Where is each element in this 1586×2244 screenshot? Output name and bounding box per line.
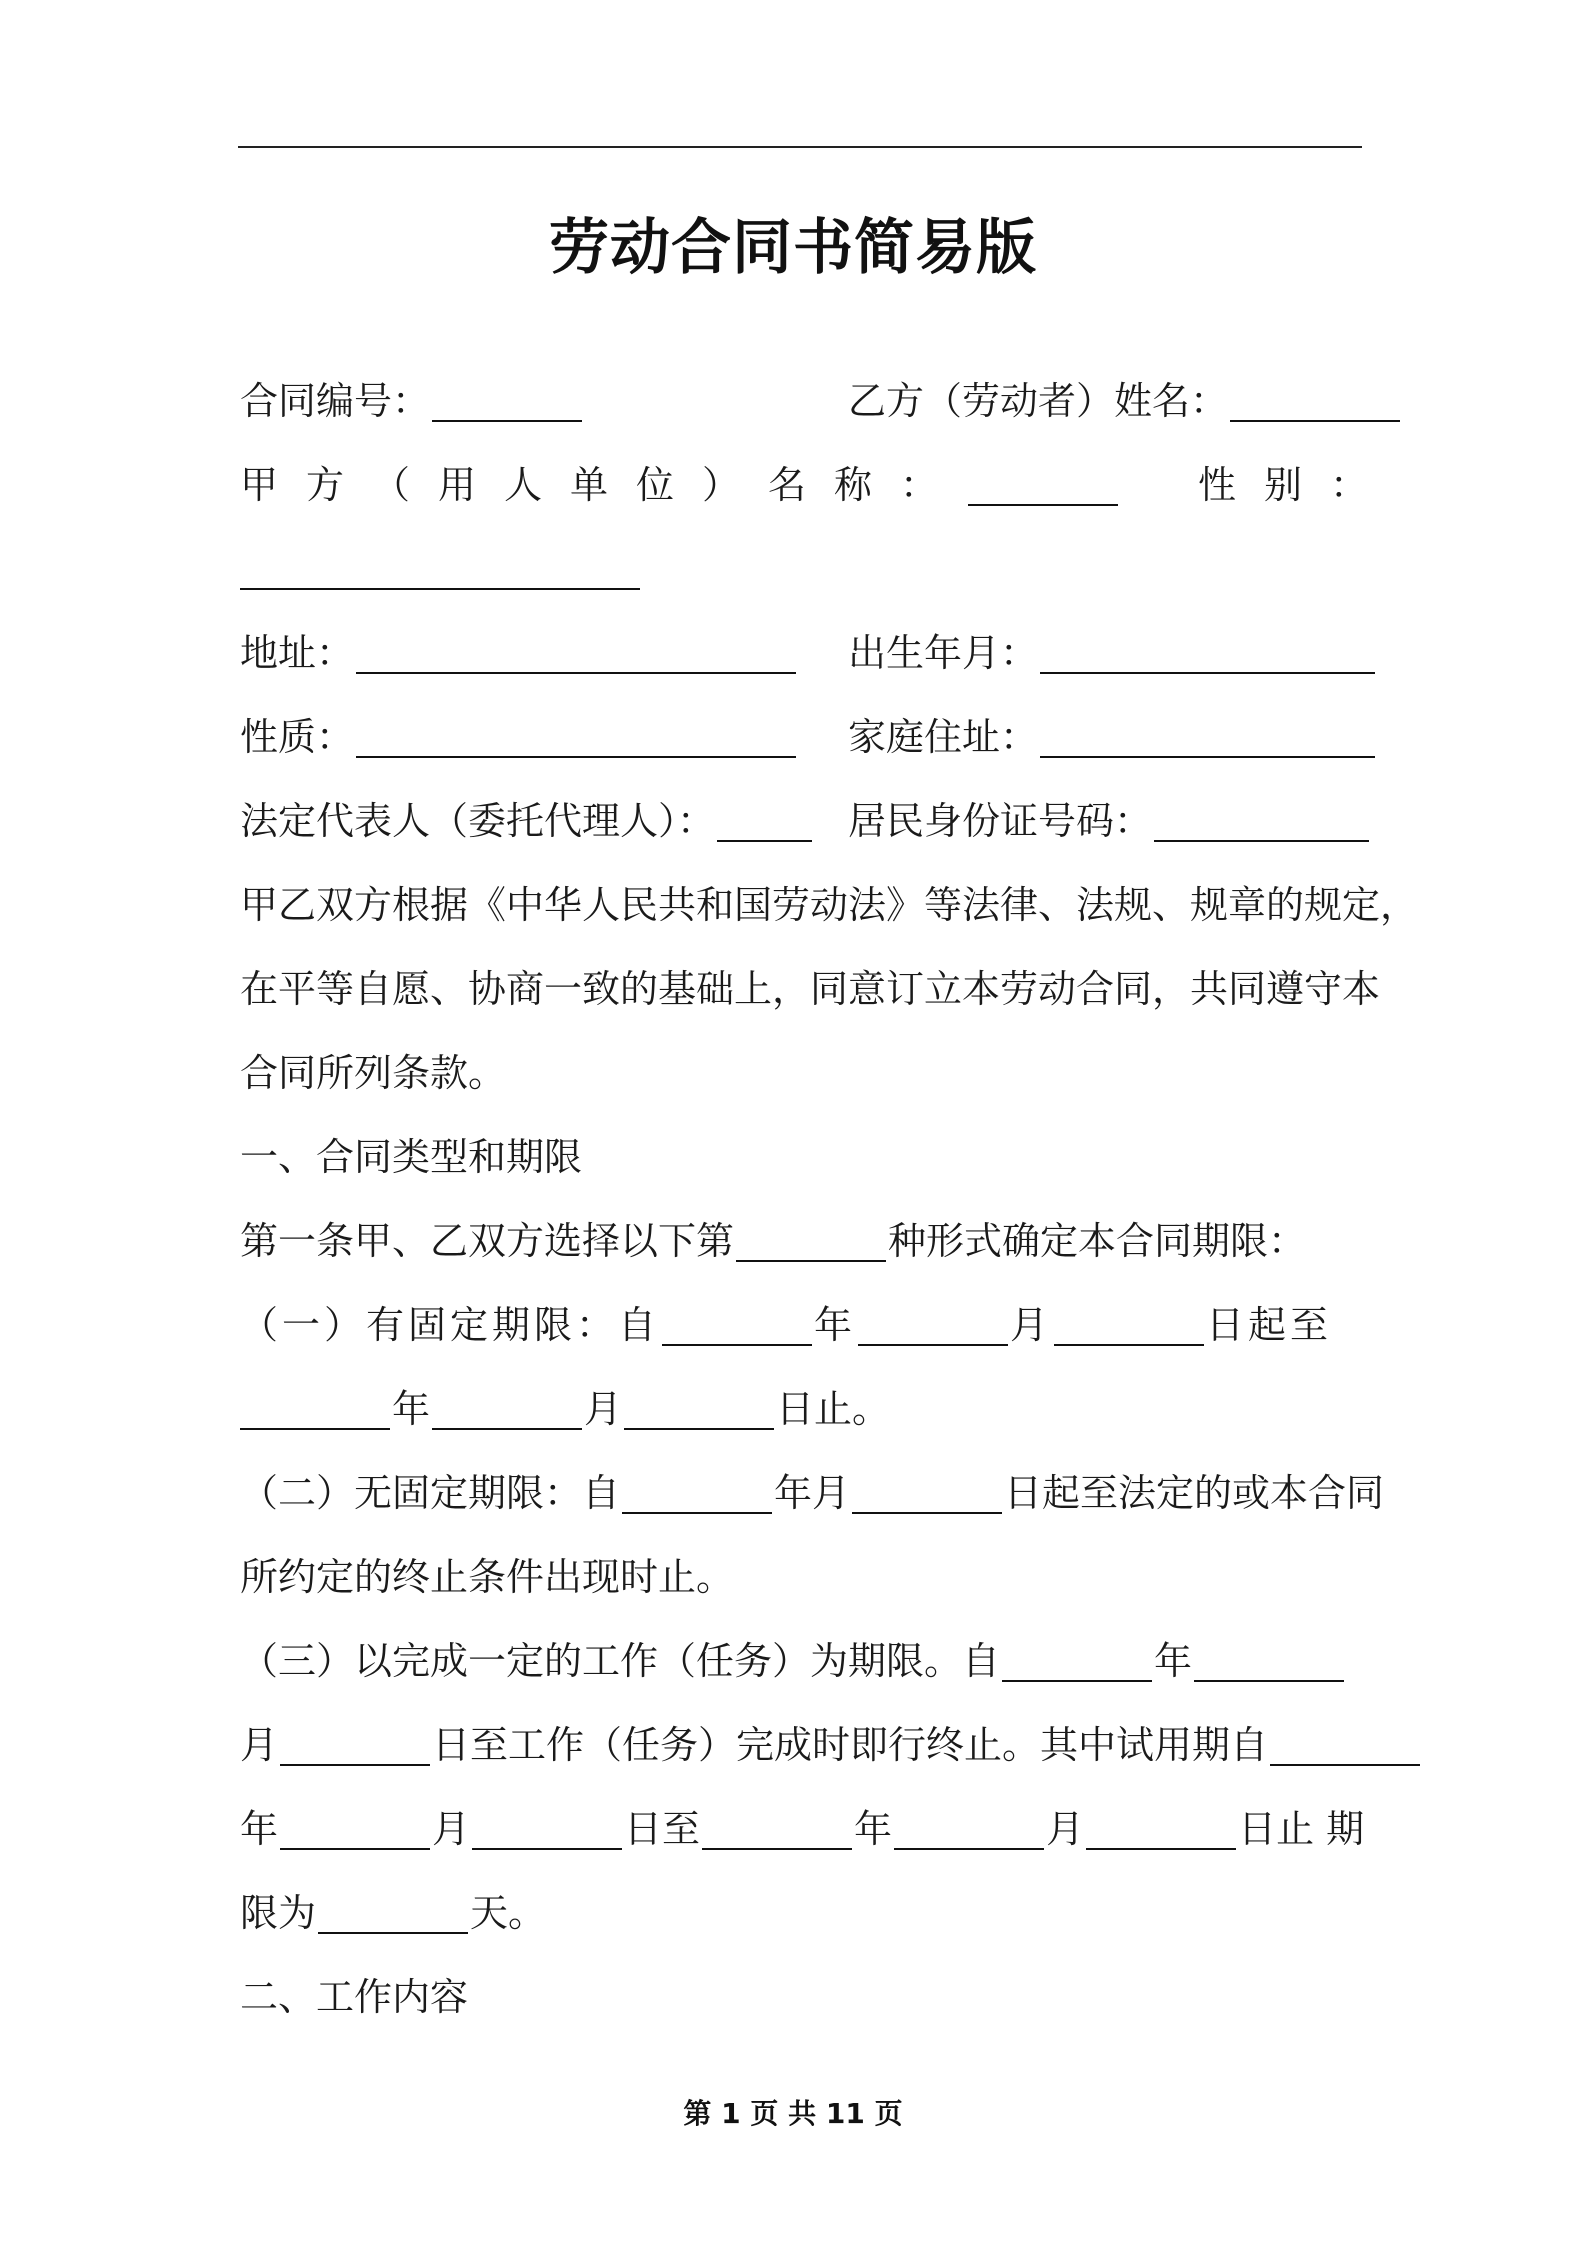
year-label: 年 [1154,1639,1193,1683]
blank-opt1-end-day[interactable] [624,1388,774,1430]
year-label: 年 [240,1807,279,1851]
blank-contract-no[interactable] [432,380,582,422]
blank-opt1-start-year[interactable] [662,1304,812,1346]
blank-opt1-end-year[interactable] [240,1388,390,1430]
label-home-address: 家庭住址： [848,715,1039,759]
section-1-heading: 一、合同类型和期限 [240,1135,583,1179]
option-2-ym: 年月 [774,1471,851,1515]
blank-probation-start-day[interactable] [472,1808,622,1850]
period-text-b: 天。 [470,1891,547,1935]
intro-line-3: 合同所列条款。 [240,1051,507,1095]
month-label: 月 [1010,1303,1053,1347]
option-3-text: （三）以完成一定的工作（任务）为期限。自 [240,1639,1001,1683]
year-label: 年 [814,1303,857,1347]
blank-opt2-day[interactable] [852,1472,1002,1514]
option-2-text: （二）无固定期限：自 [240,1471,621,1515]
label-gender: 性别： [1198,463,1397,507]
label-contract-no: 合同编号： [240,379,431,423]
day-end-label: 日止。 [776,1387,891,1431]
label-id-number: 居民身份证号码： [848,799,1153,843]
blank-form-choice[interactable] [736,1220,886,1262]
row-gender [1198,458,1396,512]
blank-opt3-start-year[interactable] [1002,1640,1152,1682]
option-3-text-b: 日至工作（任务）完成时即行终止。其中试用期自 [432,1723,1269,1767]
month-label: 月 [584,1387,623,1431]
blank-probation-end-month[interactable] [894,1808,1044,1850]
month-label: 月 [1046,1807,1085,1851]
option-3-line-4 [240,1886,1380,1940]
label-birth: 出生年月： [848,631,1039,675]
row-birth [848,626,1377,680]
blank-gender[interactable] [240,548,640,590]
month-label: 月 [432,1807,471,1851]
label-nature: 性质： [240,715,355,759]
option-3-line-3 [240,1802,1380,1856]
year-label: 年 [392,1387,431,1431]
article-1 [240,1214,1380,1268]
blank-probation-days[interactable] [318,1892,468,1934]
document-title: 劳动合同书简易版 [549,213,1037,283]
label-party-a-name: 甲方（用人单位）名称： [240,463,967,507]
blank-probation-start-year[interactable] [1270,1724,1420,1766]
option-2-line-1 [240,1466,1385,1520]
page-footer: 第 1 页 共 11 页 [683,2097,903,2130]
option-2-text-c: 日起至法定的或本合同 [1004,1471,1385,1515]
blank-probation-end-day[interactable] [1086,1808,1236,1850]
label-legal-rep: 法定代表人（委托代理人）： [240,799,716,843]
blank-opt1-end-month[interactable] [432,1388,582,1430]
option-1-line-1 [240,1298,1380,1352]
blank-party-b-name[interactable] [1230,380,1400,422]
option-1-text: （一）有固定期限：自 [240,1303,661,1347]
row-gender-blank [240,542,1380,596]
blank-opt2-year[interactable] [622,1472,772,1514]
year-label: 年 [854,1807,893,1851]
blank-birth[interactable] [1040,632,1375,674]
article-1-text-b: 种形式确定本合同期限： [888,1219,1307,1263]
row-home-address [848,710,1377,764]
label-party-b-name: 乙方（劳动者）姓名： [848,379,1229,423]
blank-opt1-start-month[interactable] [858,1304,1008,1346]
option-3-line-1 [240,1634,1380,1688]
section-2-heading: 二、工作内容 [240,1975,469,2019]
blank-probation-end-year[interactable] [702,1808,852,1850]
day-to-label: 日至 [624,1807,701,1851]
row-id-number [848,794,1371,848]
day-from-label: 日起至 [1206,1303,1333,1347]
period-text-a: 限为 [240,1891,317,1935]
blank-legal-rep[interactable] [717,800,812,842]
blank-nature[interactable] [356,716,796,758]
month-label: 月 [240,1723,279,1767]
label-address: 地址： [240,631,355,675]
header-rule [238,146,1362,148]
option-1-line-2 [240,1382,1380,1436]
intro-line-2: 在平等自愿、协商一致的基础上，同意订立本劳动合同，共同遵守本 [240,967,1381,1011]
blank-home-address[interactable] [1040,716,1375,758]
blank-opt3-start-day[interactable] [280,1724,430,1766]
row-party-b [848,374,1402,428]
blank-probation-start-month[interactable] [280,1808,430,1850]
day-stop-label: 日止 期 [1238,1807,1365,1851]
blank-opt3-start-month-a[interactable] [1194,1640,1344,1682]
intro-line-1: 甲乙双方根据《中华人民共和国劳动法》等法律、法规、规章的规定， [240,883,1419,927]
blank-party-a-name[interactable] [968,464,1118,506]
option-3-line-2 [240,1718,1380,1772]
blank-id-number[interactable] [1154,800,1369,842]
option-2-line-2: 所约定的终止条件出现时止。 [240,1555,735,1599]
blank-opt1-start-day[interactable] [1054,1304,1204,1346]
article-1-text-a: 第一条甲、乙双方选择以下第 [240,1219,735,1263]
blank-address[interactable] [356,632,796,674]
